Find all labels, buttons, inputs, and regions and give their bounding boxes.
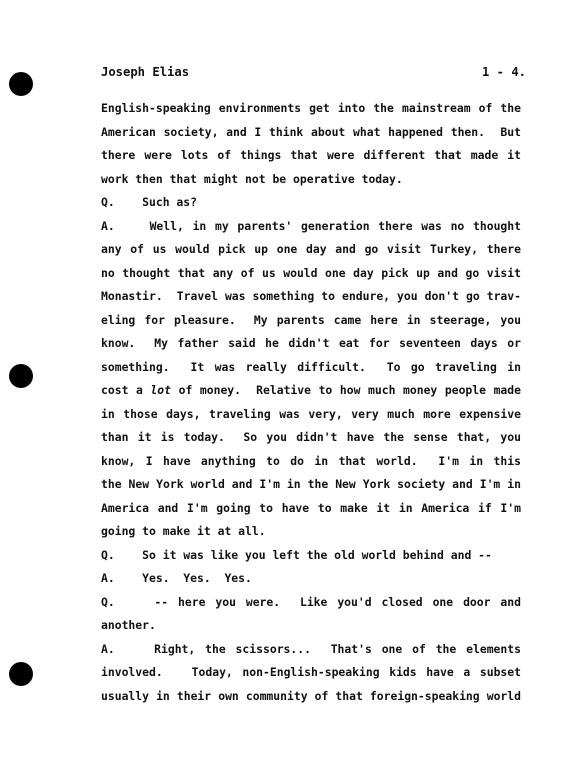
line-text-after: of money. Relative to how much money people made [171, 383, 521, 397]
transcript-line: going to make it at all. [101, 524, 266, 538]
header-interviewee-name: Joseph Elias [101, 65, 190, 79]
binder-hole-bottom [9, 662, 33, 686]
transcript-body [101, 97, 521, 708]
line-text-before: cost a [101, 383, 151, 397]
binder-hole-middle [9, 364, 33, 388]
transcript-line: A. Well, in my parents' generation there was no thought [101, 218, 521, 233]
line-text-emphasis: lot [150, 383, 172, 397]
transcript-line: A. Right, the scissors... That's one of the elements [101, 641, 521, 656]
page-header [101, 64, 526, 80]
transcript-line: any of us would pick up one day and go visit Turkey, there [101, 242, 521, 256]
transcript-line: there were lots of things that were different that made it [101, 148, 521, 162]
transcript-line: in those days, traveling was very, very much more expensive [101, 406, 521, 421]
transcript-line: eling for pleasure. My parents came here in steerage, you [101, 312, 521, 327]
transcript-line: English-speaking environments get into the mainstream of the [101, 101, 521, 115]
transcript-line: Q. -- here you were. Like you'd closed one door and [101, 594, 521, 609]
transcript-line: Q. Such as? [101, 195, 198, 209]
binder-hole-top [9, 72, 33, 96]
transcript-line: know. My father said he didn't eat for seventeen days or [101, 336, 521, 350]
header-page-number: 1 - 4. [481, 65, 526, 79]
transcript-line: work then that might not be operative today. [101, 171, 403, 186]
transcript-line: Q. So it was like you left the old world behind and -- [101, 547, 492, 562]
transcript-line: no thought that any of us would one day pick up and go visit [101, 265, 521, 280]
transcript-line: something. It was really difficult. To go traveling in [101, 359, 521, 374]
transcript-line: know, I have anything to do in that world. I'm in this [101, 453, 521, 468]
transcript-line: the New York world and I'm in the New York society and I'm in [101, 477, 521, 491]
transcript-line: involved. Today, non-English-speaking kids have a subset [101, 665, 521, 679]
transcript-line: than it is today. So you didn't have the sense that, you [101, 430, 521, 444]
transcript-line: A. Yes. Yes. Yes. [101, 571, 252, 585]
transcript-line: another. [101, 618, 156, 632]
transcript-line [101, 379, 521, 403]
transcript-line: Monastir. Travel was something to endure, you don't go trav- [101, 289, 521, 303]
transcript-line: American society, and I think about what happened then. But [101, 124, 521, 139]
transcript-line: America and I'm going to have to make it in America if I'm [101, 500, 521, 515]
transcript-line: usually in their own community of that foreign-speaking world [101, 688, 521, 703]
